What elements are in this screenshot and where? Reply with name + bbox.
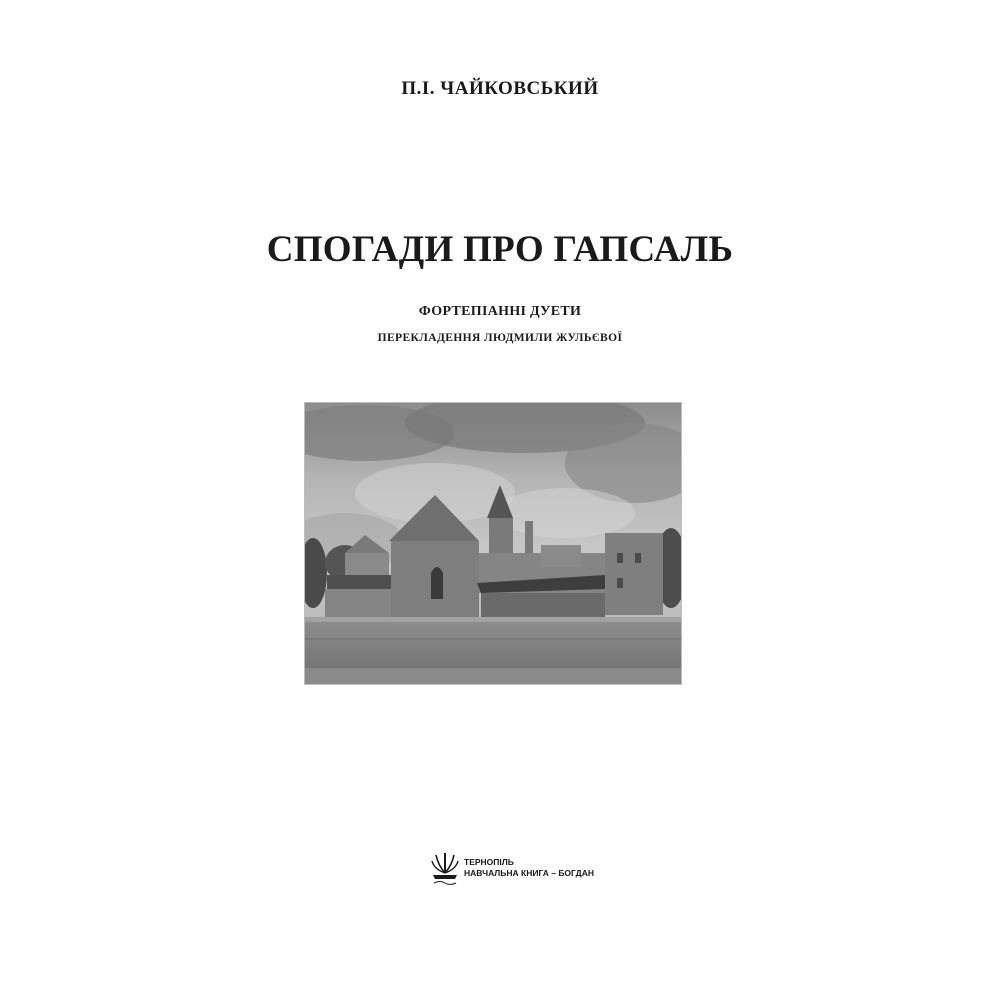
publisher-logo-icon: [430, 849, 460, 889]
publisher-city: ТЕРНОПІЛЬ: [464, 857, 514, 867]
publisher-block: [430, 849, 630, 889]
publisher-name: НАВЧАЛЬНА КНИГА – БОГДАН: [464, 868, 594, 878]
arranger-credit: ПЕРЕКЛАДЕННЯ ЛЮДМИЛИ ЖУЛЬЄВОЇ: [377, 332, 623, 344]
author-name: П.І. ЧАЙКОВСЬКИЙ: [401, 78, 599, 99]
castle-photo: [304, 402, 682, 685]
book-subtitle: ФОРТЕПІАННІ ДУЕТИ: [418, 304, 582, 319]
book-title: СПОГАДИ ПРО ГАПСАЛЬ: [266, 229, 734, 270]
